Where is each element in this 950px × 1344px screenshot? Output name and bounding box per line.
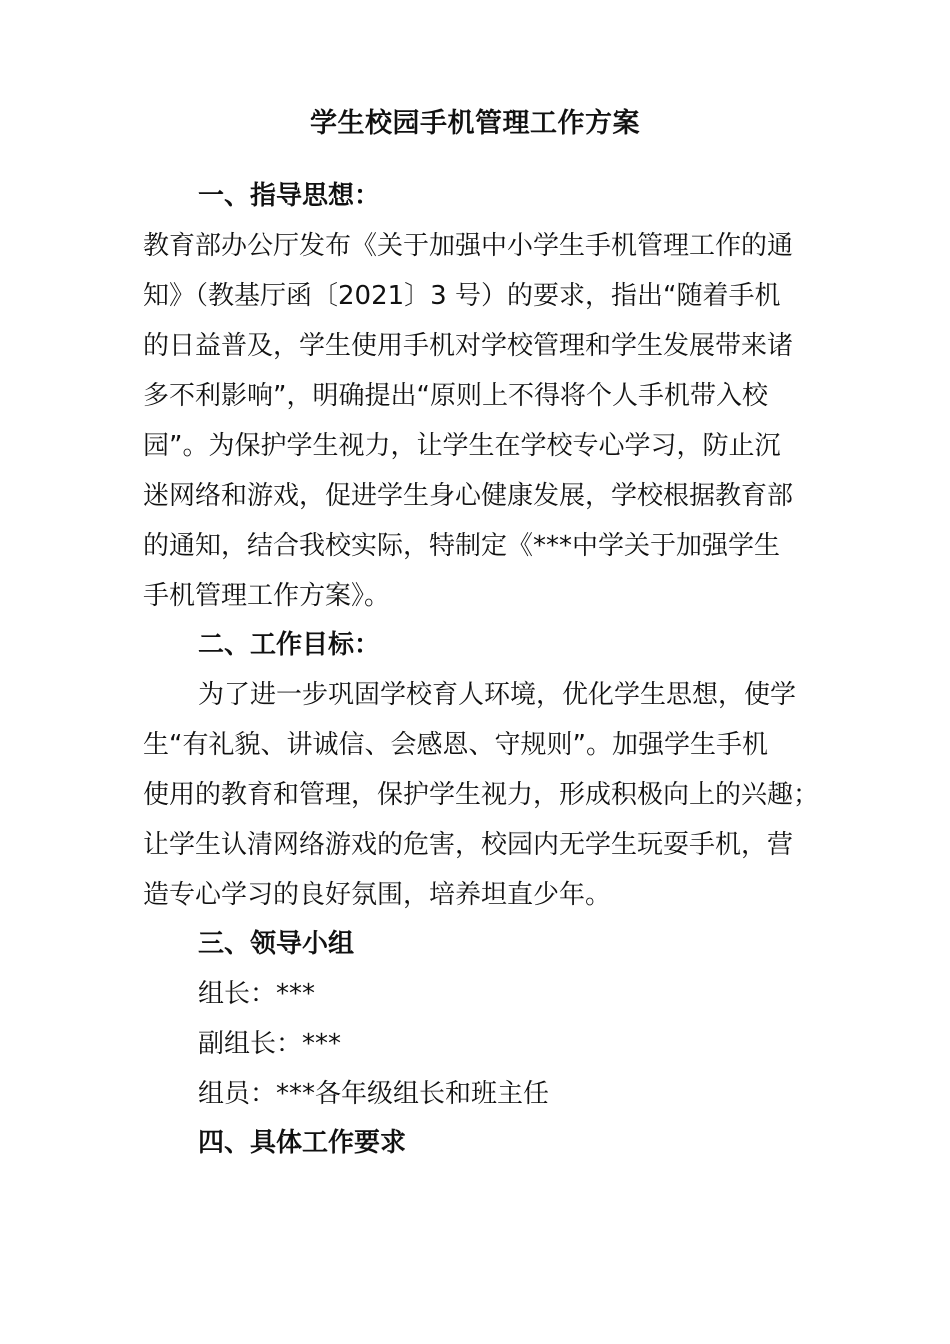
section2-heading: 二、工作目标：: [198, 630, 381, 660]
section1-line: 知》（教基厅函〔2021〕3 号）的要求，指出“随着手机: [143, 281, 781, 311]
section1-line: 迷网络和游戏，促进学生身心健康发展，学校根据教育部: [143, 481, 794, 511]
section2-line: 使用的教育和管理，保护学生视力，形成积极向上的兴趣；: [143, 780, 820, 810]
section2-line: 为了进一步巩固学校育人环境，优化学生思想，使学: [198, 680, 797, 710]
section1-line: 教育部办公厅发布《关于加强中小学生手机管理工作的通: [143, 231, 794, 261]
section1-line: 园”。为保护学生视力，让学生在学校专心学习，防止沉: [143, 431, 781, 461]
leader-line: 组长：***: [198, 979, 316, 1009]
section1-line: 的日益普及，学生使用手机对学校管理和学生发展带来诸: [143, 331, 794, 361]
section1-heading: 一、指导思想：: [198, 181, 381, 211]
document-title: 学生校园手机管理工作方案: [310, 108, 640, 139]
section2-line: 生“有礼貌、讲诚信、会感恩、守规则”。加强学生手机: [143, 730, 768, 760]
section1-line: 多不利影响”，明确提出“原则上不得将个人手机带入校: [143, 381, 768, 411]
section2-line: 造专心学习的良好氛围，培养坦直少年。: [143, 880, 612, 910]
section1-line: 的通知，结合我校实际，特制定《***中学关于加强学生: [143, 531, 781, 561]
section4-heading: 四、具体工作要求: [198, 1128, 407, 1158]
deputy-leader-line: 副组长：***: [198, 1029, 342, 1059]
section1-line: 手机管理工作方案》。: [143, 581, 391, 611]
section3-heading: 三、领导小组: [198, 929, 355, 959]
members-line: 组员：***各年级组长和班主任: [198, 1079, 550, 1109]
section2-line: 让学生认清网络游戏的危害，校园内无学生玩耍手机，营: [143, 830, 794, 860]
